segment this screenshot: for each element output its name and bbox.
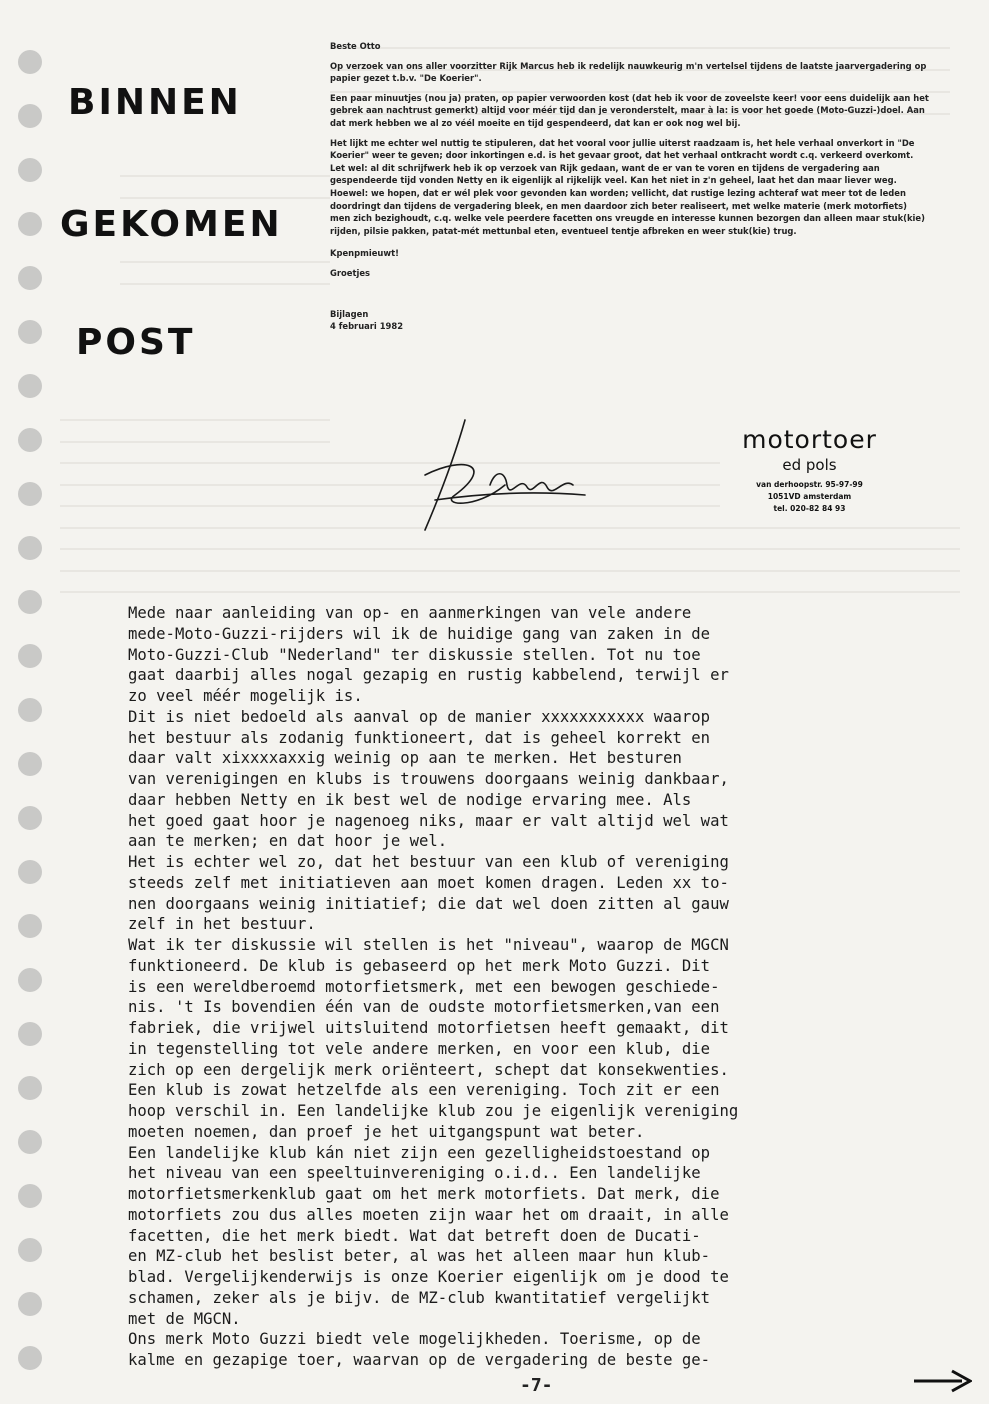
body-line: moeten noemen, dan proef je het uitgangspunt wat beter. — [128, 1122, 645, 1141]
letter-paragraph: Een paar minuutjes (nou ja) praten, op papier verwoorden kost (dat heb ik voor de zoveelste keer! voor eens duidelijk aan het gebrek aan nachtrust gemerkt) altijd voor méér tijd dan je veronderstelt, maar à la: is voor het goede (Moto-Guzzi-)doel. Aan dat merk hebben we al zo véél moeite en tijd gespendeerd, dat kan er ook nog wel bij. — [330, 92, 929, 128]
headline-binnen: BINNEN — [68, 82, 242, 123]
body-line: fabriek, die vrijwel uitsluitend motorfietsen heeft gemaakt, dit — [128, 1019, 729, 1037]
body-line: Moto-Guzzi-Club "Nederland" ter diskussie stellen. Tot nu toe — [128, 645, 701, 664]
binder-hole — [18, 320, 42, 344]
body-line: Mede naar aanleiding van op- en aanmerkingen van vele andere — [128, 604, 692, 622]
binder-hole — [18, 644, 42, 668]
stamp-brand: motortoer — [742, 425, 877, 454]
letter-block — [330, 40, 930, 340]
body-line: funktioneerd. De klub is gebaseerd op het merk Moto Guzzi. Dit — [128, 956, 711, 975]
binder-hole — [18, 482, 42, 506]
body-line: Het is echter wel zo, dat het bestuur van een klub of vereniging — [128, 853, 729, 871]
headline-gekomen: GEKOMEN — [60, 204, 283, 245]
body-line: motorfietsmerkenklub gaat om het merk motorfiets. Dat merk, die — [128, 1185, 720, 1203]
binder-hole — [18, 1184, 42, 1208]
binder-hole — [18, 1346, 42, 1370]
arrow-right-icon — [912, 1368, 972, 1394]
body-line: het goed gaat hoor je nagenoeg niks, maar er valt altijd wel wat — [128, 811, 729, 830]
handwritten-signature — [395, 415, 595, 535]
binder-hole — [18, 806, 42, 830]
stamp-name: ed pols — [782, 456, 837, 474]
binder-hole — [18, 914, 42, 938]
binder-hole — [18, 428, 42, 452]
business-stamp — [722, 425, 897, 515]
body-line: nen doorgaans weinig initiatief; die dat wel doen zitten al gauw — [128, 894, 729, 913]
body-line: daar valt xixxxxaxxig weinig op aan te merken. Het besturen — [128, 749, 682, 768]
body-line: mede-Moto-Guzzi-rijders wil ik de huidige gang van zaken in de — [128, 624, 711, 643]
stamp-address: van derhoopstr. 95-97-99 — [756, 480, 863, 489]
binder-hole — [18, 1130, 42, 1154]
body-line: nis. 't Is bovendien één van de oudste motorfietsmerken,van een — [128, 998, 720, 1017]
binder-hole — [18, 1292, 42, 1316]
binder-hole — [18, 212, 42, 236]
binder-hole — [18, 158, 42, 182]
stamp-city: 1051VD amsterdam — [767, 492, 852, 501]
binder-hole — [18, 752, 42, 776]
body-line: aan te merken; en dat hoor je wel. — [128, 832, 448, 851]
binder-hole — [18, 104, 42, 128]
body-line: blad. Vergelijkenderwijs is onze Koerier eigenlijk om je dood te — [128, 1268, 729, 1286]
letter-paragraph: Het lijkt me echter wel nuttig te stipuleren, dat het vooral voor jullie uiterst raadzaam is, het hele verhaal onverkort in "De Koerier" weer te geven; door inkortingen e.d. is het gevaar groot, dat het verhaal ontkracht wordt c.q. verkeerd overkomt. Let wel: al dit schrijfwerk heb ik op verzoek van Rijk gedaan, want de er van te voren en tijdens de vergadering aan gespendeerde tijd vonden Netty en ik eigenlijk al rijkelijk veel. Kan het niet in z'n geheel, laat het dan maar liever weg. Hoewel: we hopen, dat er wél plek voor gevonden kan worden; vellicht, dat rustige lezing achteraf wat meer tot de leden doordringt dan tijdens de vergadering bleek, en men daardoor zich beter realiseert, met welke materie (merk motorfiets) men zich bezighoudt, c.q. welke vele peerdere facetten ons vreugde en interesse kunnen bezorgen dan alleen maar stuk(kie) rijden, pilsie pakken, patat-mét mettunbal eten, eventueel tentje afbreken en weer stuk(kie) trug. — [330, 137, 925, 236]
body-line: Ons merk Moto Guzzi biedt vele mogelijkheden. Toerisme, op de — [128, 1330, 701, 1349]
body-line: Wat ik ter diskussie wil stellen is het "niveau", waarop de MGCN — [128, 936, 729, 954]
body-line: Dit is niet bedoeld als aanval op de manier xxxxxxxxxxx waarop — [128, 707, 711, 726]
body-line: facetten, die het merk biedt. Wat dat betreft doen de Ducati- — [128, 1226, 701, 1245]
binder-hole — [18, 968, 42, 992]
body-line: gaat daarbij alles nogal gezapig en rustig kabbelend, terwijl er — [128, 666, 729, 685]
binder-hole — [18, 536, 42, 560]
stamp-phone: tel. 020-82 84 93 — [773, 504, 846, 513]
binder-hole — [18, 374, 42, 398]
letter-paragraph: Op verzoek van ons aller voorzitter Rijk Marcus heb ik redelijk nauwkeurig m'n vertelsel tijdens de laatste jaarvergadering op papier gezet t.b.v. "De Koerier". — [330, 60, 927, 84]
binder-hole — [18, 1076, 42, 1100]
body-line: motorfiets zou dus alles moeten zijn waar het om draait, in alle — [128, 1205, 729, 1224]
letter-salutation: Beste Otto — [330, 41, 381, 51]
body-line: Een klub is zowat hetzelfde als een vereniging. Toch zit er een — [128, 1081, 720, 1100]
body-line: met de MGCN. — [128, 1309, 241, 1328]
binder-hole — [18, 698, 42, 722]
body-line: zich op een dergelijk merk oriënteert, schept dat konsekwenties. — [128, 1060, 729, 1079]
body-line: in tegenstelling tot vele andere merken, en voor een klub, die — [128, 1039, 711, 1058]
letter-enclosures: Bijlagen — [330, 308, 369, 319]
letter-closing: Kpenpmieuwt! — [330, 248, 399, 259]
letter-date: 4 februari 1982 — [330, 321, 404, 332]
body-line: en MZ-club het beslist beter, al was het alleen maar hun klub- — [128, 1247, 711, 1266]
letter-greeting: Groetjes — [330, 267, 370, 278]
body-line: schamen, zeker als je bijv. de MZ-club kwantitatief vergelijkt — [128, 1288, 711, 1307]
binder-hole — [18, 860, 42, 884]
body-line: zo veel méér mogelijk is. — [128, 687, 363, 705]
binder-hole — [18, 590, 42, 614]
body-line: is een wereldberoemd motorfietsmerk, met een bewogen geschiede- — [128, 977, 720, 996]
headline-post: POST — [76, 322, 196, 363]
body-line: zelf in het bestuur. — [128, 915, 316, 934]
body-line: het bestuur als zodanig funktioneert, dat is geheel korrekt en — [128, 728, 711, 747]
body-line: het niveau van een speeltuinvereniging o.i.d.. Een landelijke — [128, 1164, 701, 1183]
body-line: kalme en gezapige toer, waarvan op de vergadering de beste ge- — [128, 1351, 711, 1369]
body-line: steeds zelf met initiatieven aan moet komen dragen. Leden xx to- — [128, 873, 729, 892]
binder-hole — [18, 1022, 42, 1046]
body-line: van verenigingen en klubs is trouwens doorgaans weinig dankbaar, — [128, 770, 729, 788]
body-text — [128, 603, 943, 1371]
body-line: hoop verschil in. Een landelijke klub zou je eigenlijk vereniging — [128, 1102, 739, 1120]
binder-hole — [18, 50, 42, 74]
body-line: Een landelijke klub kán niet zijn een gezelligheidstoestand op — [128, 1143, 711, 1162]
binder-hole — [18, 1238, 42, 1262]
body-line: daar hebben Netty en ik best wel de nodige ervaring mee. Als — [128, 790, 692, 809]
binder-hole — [18, 266, 42, 290]
page-number: -7- — [520, 1375, 553, 1396]
